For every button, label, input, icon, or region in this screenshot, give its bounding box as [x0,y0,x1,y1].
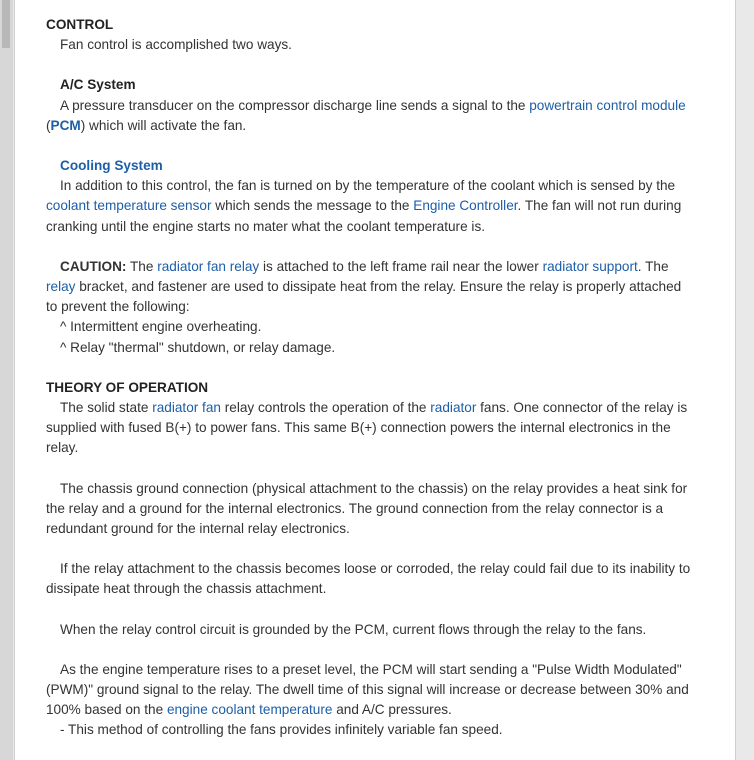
theory-paragraph-2: The chassis ground connection (physical attachment to the chassis) on the relay provides a heat sink for the relay and a ground for the internal electronics. The ground connection from the relay connector is a redundant ground for the internal relay electronics. [46,480,688,537]
link-radiator-fan[interactable]: radiator fan [152,400,221,416]
control-heading: CONTROL [46,17,114,32]
ac-heading: A/C System [60,77,136,93]
ac-paragraph: A pressure transducer on the compressor discharge line sends a signal to the powertrain control module (PCM) which will activate the fan. [46,97,686,133]
link-relay[interactable]: relay [46,279,76,295]
left-scrollbar[interactable] [0,0,13,760]
document-content [46,15,696,741]
link-engine-controller[interactable]: Engine Controller [413,198,518,214]
theory-bullet: - This method of controlling the fans provides infinitely variable fan speed. [60,722,503,738]
cooling-heading[interactable]: Cooling System [60,158,163,174]
link-radiator-fan-relay[interactable]: radiator fan relay [157,258,260,274]
caution-bullet-2: ^ Relay "thermal" shutdown, or relay damage. [60,339,336,355]
theory-paragraph-4: When the relay control circuit is grounded by the PCM, current flows through the relay to the fans. [60,621,647,637]
caution-bullet-1: ^ Intermittent engine overheating. [60,319,262,335]
caution-paragraph: CAUTION: The radiator fan relay is attached to the left frame rail near the lower radiator support. The relay bracket, and fastener are used to dissipate heat from the relay. Ensure the relay is properly attached to prevent the following: [46,258,682,315]
link-coolant-temperature-sensor[interactable]: coolant temperature sensor [46,198,212,214]
theory-paragraph-5: As the engine temperature rises to a preset level, the PCM will start sending a "Pulse Width Modulated" (PWM)" ground signal to the relay. The dwell time of this signal will increase or decrease between 30% and 100% based on the engine coolant temperature and A/C pressures. [46,661,689,718]
link-pcm[interactable]: PCM [50,117,81,133]
theory-paragraph-3: If the relay attachment to the chassis becomes loose or corroded, the relay could fail due to its inability to dissipate heat through the chassis attachment. [46,561,691,597]
link-powertrain-control-module[interactable]: powertrain control module [529,97,686,113]
link-engine-coolant-temperature[interactable]: engine coolant temperature [166,702,333,718]
theory-paragraph-1: The solid state radiator fan relay controls the operation of the radiator fans. One connector of the relay is supplied with fused B(+) to power fans. This same B(+) connection powers the internal electronics in the relay. [46,400,688,456]
control-intro: Fan control is accomplished two ways. [60,37,292,53]
caution-label: CAUTION: [60,258,127,274]
document-page [14,0,736,760]
link-radiator[interactable]: radiator [430,400,477,416]
theory-heading: THEORY OF OPERATION [46,379,209,395]
link-radiator-support[interactable]: radiator support [542,258,638,274]
scrollbar-thumb[interactable] [2,0,10,48]
cooling-paragraph: In addition to this control, the fan is turned on by the temperature of the coolant which is sensed by the coolant temperature sensor which sends the message to the Engine Controller. The fan will not run during cranking until the engine starts no mater what the coolant temperature is. [46,178,682,234]
